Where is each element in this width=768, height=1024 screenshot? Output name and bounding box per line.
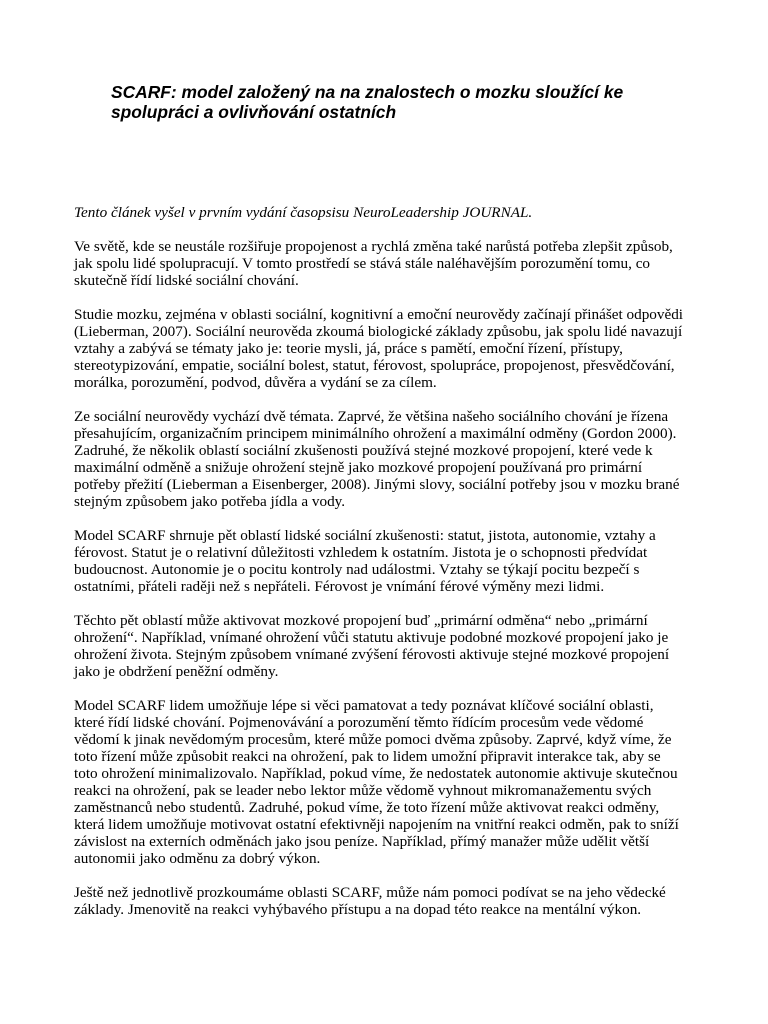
paragraph (74, 527, 704, 595)
text-line: autonomii jako odměnu za dobrý výkon. (74, 850, 321, 867)
paragraph (74, 612, 704, 680)
text-line: toto ohrožení minimalizovalo. Například, pokud víme, že nedostatek autonomie aktivuje skutečnou (74, 765, 678, 782)
text-line: reakci na ohrožení, pak se leader nebo lektor může vědomě vyhnout mikromanažementu svých (74, 782, 652, 799)
paragraph-list (74, 238, 704, 918)
paragraph (74, 306, 704, 391)
title-line-2: spolupráci a ovlivňování ostatních (111, 102, 397, 122)
text-line: které řídí lidské chování. Pojmenovávání a porozumění těmto řídícím procesům vede vědomé (74, 714, 644, 731)
text-line: stereotypizování, empatie, sociální bolest, statut, férovost, spolupráce, propojenost, přesvědčování, (74, 357, 675, 374)
text-line: budoucnost. Autonomie je o pocitu kontroly nad událostmi. Vztahy se týkají pocitu bezpečí s (74, 561, 640, 578)
text-line: stejným způsobem jako potřeba jídla a vody. (74, 493, 346, 510)
paragraph (74, 408, 704, 510)
text-line: Model SCARF shrnuje pět oblastí lidské sociální zkušenosti: statut, jistota, autonomie, vztahy a (74, 527, 656, 544)
text-line: maximální odměně a snižuje ohrožení stejně jako mozkové propojení používaná pro primární (74, 459, 643, 476)
text-line: vědomí k jinak nevědomým procesům, které může pomoci dvěma způsoby. Zaprvé, když víme, že (74, 731, 672, 748)
article-body (74, 204, 704, 935)
text-line: přesahujícím, organizačním principem minimálního ohrožení a maximální odměny (Gordon 2000). (74, 425, 677, 442)
text-line: toto řízení může způsobit reakci na ohrožení, pak to lidem umožní připravit interakce tak, aby se (74, 748, 661, 765)
text-line: vztahy a zabývá se tématy jako je: teorie mysli, já, práce s pamětí, emoční řízení, přístupy, (74, 340, 623, 357)
title-line-1: SCARF: model založený na na znalostech o mozku sloužící ke (111, 82, 624, 102)
text-line: Ještě než jednotlivě prozkoumáme oblasti SCARF, může nám pomoci podívat se na jeho vědecké (74, 884, 666, 901)
text-line: základy. Jmenovitě na reakci vyhýbavého přístupu a na dopad této reakce na mentální výkon. (74, 901, 642, 918)
text-line: Model SCARF lidem umožňuje lépe si věci pamatovat a tedy poznávat klíčové sociální oblasti, (74, 697, 654, 714)
text-line: jako je obdržení peněžní odměny. (74, 663, 279, 680)
text-line: zaměstnanců nebo studentů. Zadruhé, pokud víme, že toto řízení může aktivovat reakci odměny, (74, 799, 660, 816)
text-line: Ve světě, kde se neustále rozšiřuje propojenost a rychlá změna také narůstá potřeba zlepšit způsob, (74, 238, 673, 255)
text-line: ohrožení života. Stejným způsobem vnímané zvýšení férovosti aktivuje stejné mozkové propojení (74, 646, 670, 663)
paragraph (74, 238, 704, 289)
text-line: Těchto pět oblastí může aktivovat mozkové propojení buď „primární odměna“ nebo „primární (74, 612, 648, 629)
paragraph (74, 697, 704, 867)
text-line: závislost na externích odměnách jako jsou peníze. Například, přímý manažer může udělit větší (74, 833, 650, 850)
text-line: morálka, porozumění, podvod, důvěra a vydání se za cílem. (74, 374, 437, 391)
text-line: potřeby přežití (Lieberman a Eisenberger, 2008). Jinými slovy, sociální potřeby jsou v mozku brané (74, 476, 680, 493)
text-line: skutečně řídí lidské sociální chování. (74, 272, 299, 289)
text-line: jak spolu lidé spolupracují. V tomto prostředí se stává stále naléhavějším porozumění tomu, co (74, 255, 651, 272)
text-line: Zadruhé, že několik oblastí sociální zkušenosti používá stejné mozkové propojení, které vede k (74, 442, 653, 459)
text-line: ostatními, přáteli raději než s nepřáteli. Férovost je vnímání férové výměny mezi lidmi. (74, 578, 605, 595)
intro-note: Tento článek vyšel v prvním vydání časopsisu NeuroLeadership JOURNAL. (74, 204, 533, 221)
text-line: která lidem umožňuje motivovat ostatní efektivněji napojením na vnitřní reakci odměn, pak to sníží (74, 816, 679, 833)
text-line: férovost. Statut je o relativní důležitosti vzhledem k ostatním. Jistota je o schopnosti předvídat (74, 544, 648, 561)
text-line: Studie mozku, zejména v oblasti sociální, kognitivní a emoční neurovědy začínají přinášet odpovědi (74, 306, 684, 323)
text-line: Ze sociální neurovědy vychází dvě témata. Zaprvé, že většina našeho sociálního chování je řízena (74, 408, 669, 425)
paragraph (74, 884, 704, 918)
text-line: (Lieberman, 2007). Sociální neurověda zkoumá biologické základy způsobu, jak spolu lidé navazují (74, 323, 683, 340)
page-title (111, 82, 711, 122)
text-line: ohrožení“. Například, vnímané ohrožení vůči statutu aktivuje podobné mozkové propojení jako je (74, 629, 669, 646)
